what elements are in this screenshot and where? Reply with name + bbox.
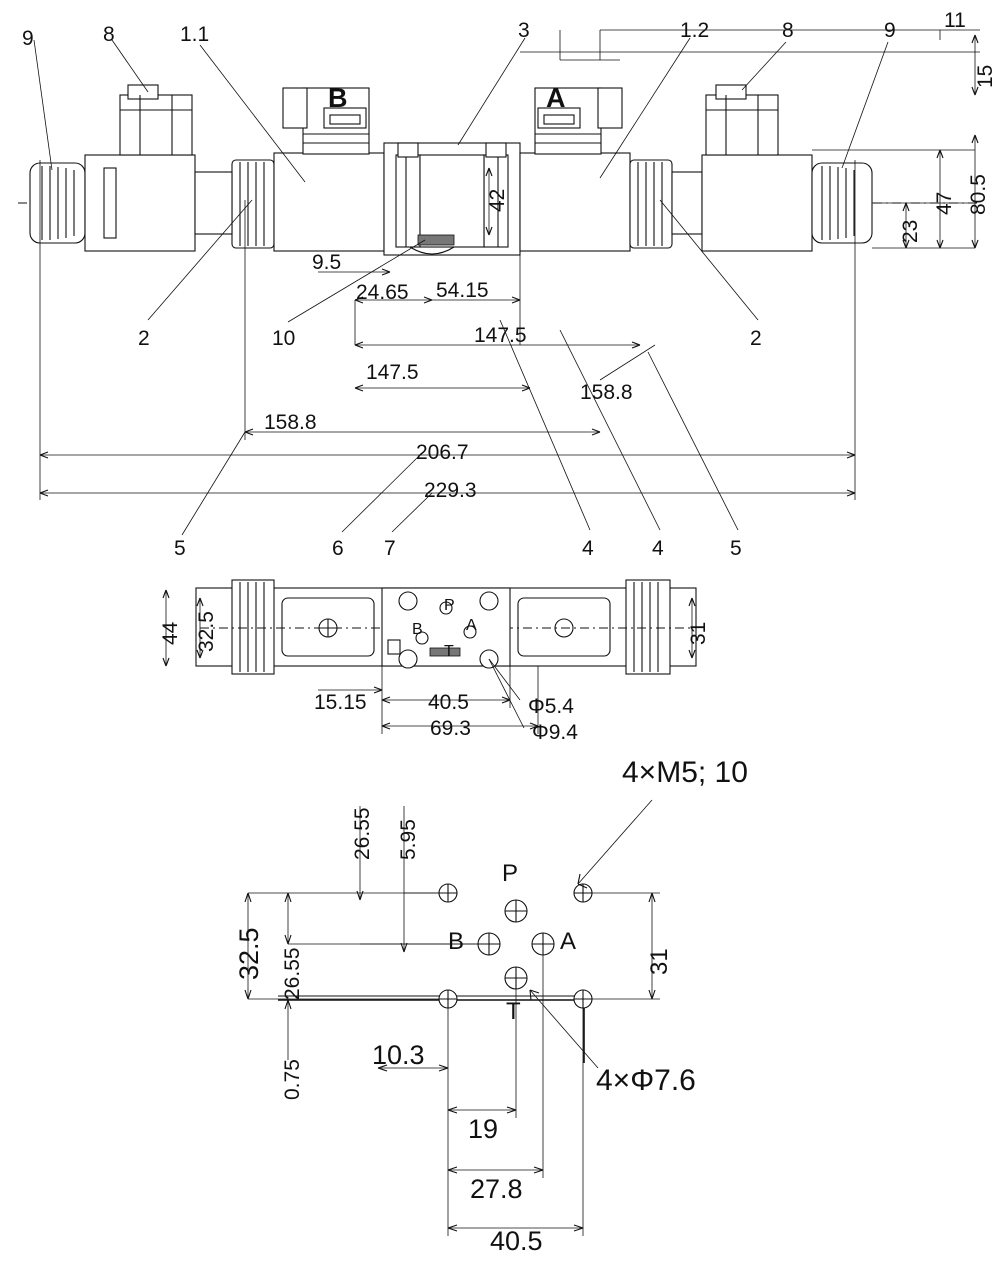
dim-147-5-lower: 147.5 xyxy=(366,361,419,384)
balloon-11: 11 xyxy=(944,9,966,32)
callout-4xphi7-6: 4×Φ7.6 xyxy=(596,1064,696,1097)
dim-40-5-pattern: 40.5 xyxy=(490,1226,543,1256)
callout-phi-9-4: Φ9.4 xyxy=(532,721,578,744)
dim-158-8-left: 158.8 xyxy=(264,411,317,434)
balloon-8-left: 8 xyxy=(103,23,115,46)
port-label-t: T xyxy=(506,998,521,1025)
balloon-6: 6 xyxy=(332,537,344,560)
dim-19: 19 xyxy=(468,1114,499,1144)
dim-44: 44 xyxy=(159,621,182,645)
dim-27-8: 27.8 xyxy=(470,1174,523,1204)
dim-10-3: 10.3 xyxy=(372,1040,425,1070)
balloon-5-left: 5 xyxy=(174,537,186,560)
dim-80-5: 80.5 xyxy=(967,174,990,215)
solenoid-label-a: A xyxy=(546,83,566,113)
dim-0-75: 0.75 xyxy=(281,1059,304,1100)
dim-23: 23 xyxy=(899,219,922,243)
dim-32-5-left: 32.5 xyxy=(234,927,264,980)
balloon-2-right: 2 xyxy=(750,327,762,350)
dim-206-7: 206.7 xyxy=(416,441,469,464)
balloon-7: 7 xyxy=(384,537,396,560)
dim-5-95: 5.95 xyxy=(397,819,420,860)
balloon-9-right: 9 xyxy=(884,19,896,42)
port-label-b-top: B xyxy=(412,621,423,638)
balloon-10: 10 xyxy=(272,327,296,350)
dim-31-top: 31 xyxy=(687,621,710,645)
port-label-t-top: T xyxy=(444,643,454,660)
balloon-1-1: 1.1 xyxy=(180,23,210,46)
balloon-4-right: 4 xyxy=(652,537,664,560)
balloon-4-left: 4 xyxy=(582,537,594,560)
dim-26-55-left: 26.55 xyxy=(281,947,304,1000)
dim-32-5: 32.5 xyxy=(195,611,218,652)
port-label-a-top: A xyxy=(466,617,477,634)
dim-54-15: 54.15 xyxy=(436,279,489,302)
port-label-a: A xyxy=(560,928,577,955)
dim-158-8-right: 158.8 xyxy=(580,381,633,404)
balloon-3: 3 xyxy=(518,19,530,42)
port-label-p-top: P xyxy=(444,597,455,614)
port-label-b: B xyxy=(448,928,465,955)
solenoid-label-b: B xyxy=(328,83,348,113)
dim-31-pattern: 31 xyxy=(646,948,673,975)
dim-42: 42 xyxy=(486,188,509,212)
port-label-p: P xyxy=(502,860,519,887)
callout-4xm5: 4×M5; 10 xyxy=(622,756,748,789)
dim-69-3: 69.3 xyxy=(430,717,471,740)
dim-15-15: 15.15 xyxy=(314,691,367,714)
callout-phi-5-4: Φ5.4 xyxy=(528,695,574,718)
balloon-9-left: 9 xyxy=(22,27,34,50)
dim-15: 15 xyxy=(974,64,997,88)
balloon-2-left: 2 xyxy=(138,327,150,350)
dim-229-3: 229.3 xyxy=(424,479,477,502)
dim-40-5-top: 40.5 xyxy=(428,691,469,714)
dim-147-5-upper: 147.5 xyxy=(474,324,527,347)
balloon-5-right: 5 xyxy=(730,537,742,560)
balloon-8-right: 8 xyxy=(782,19,794,42)
balloon-1-2: 1.2 xyxy=(680,19,710,42)
dim-26-55-top: 26.55 xyxy=(351,807,374,860)
dim-9-5: 9.5 xyxy=(312,251,342,274)
dim-47: 47 xyxy=(933,191,956,215)
dim-24-65: 24.65 xyxy=(356,281,409,304)
